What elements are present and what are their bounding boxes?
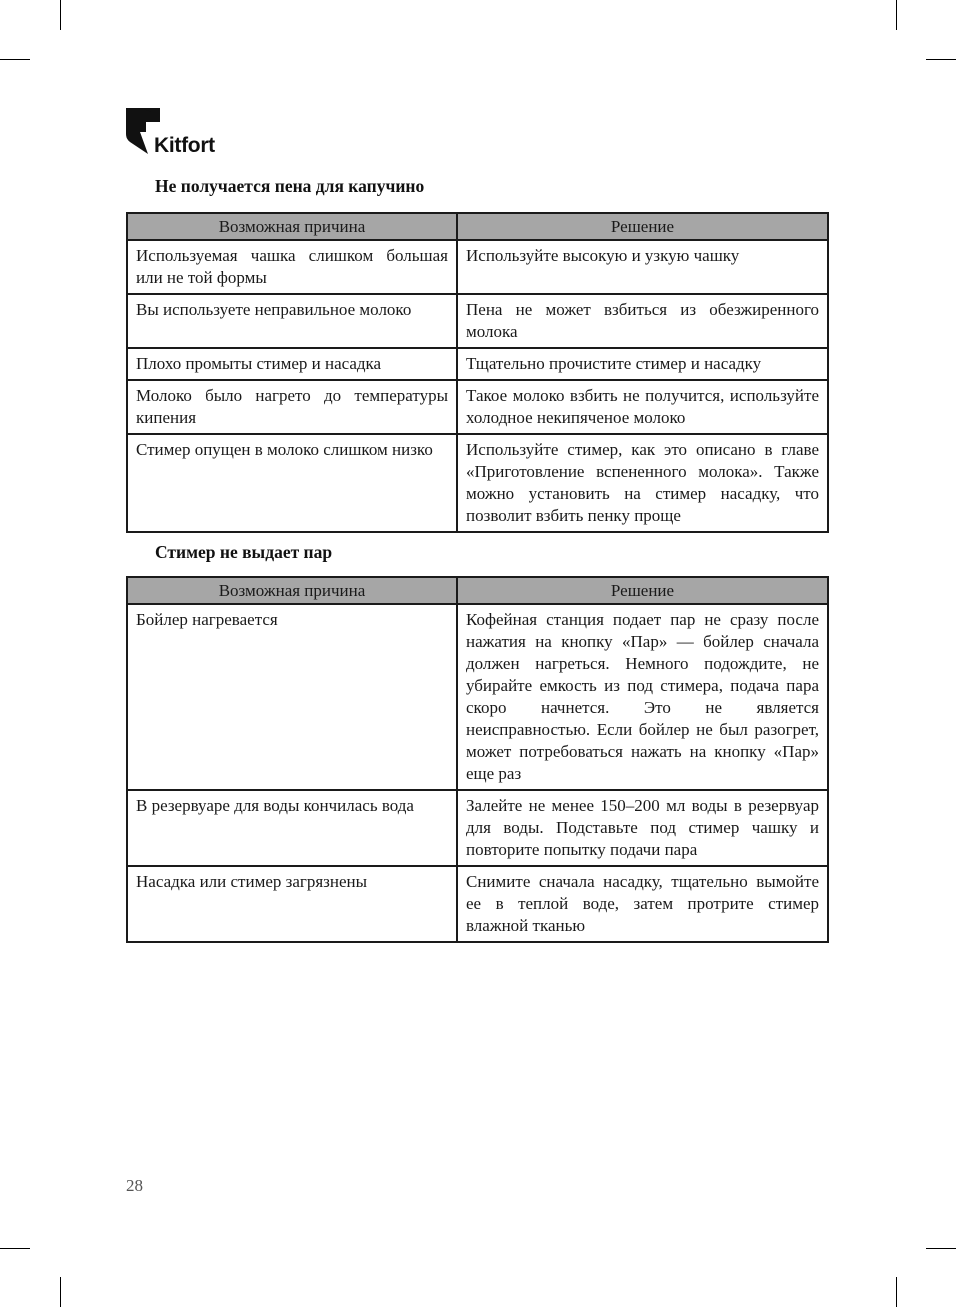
solution-cell: Используйте высокую и узкую чашку [457, 240, 828, 294]
table-row [127, 434, 828, 532]
solution-cell: Кофейная станция подает пар не сразу после нажатия на кнопку «Пар» — бойлер сначала должен нагреться. Немного подождите, не убирайте емкость из под стимера, подача пара скоро начнется. Это не является неисправностью. Если бойлер не был разогрет, может потребоваться нажать на кнопку «Пар» еще раз [457, 604, 828, 790]
cause-cell: Насадка или стимер загрязнены [127, 866, 457, 942]
table-row [127, 348, 828, 380]
solution-cell: Снимите сначала насадку, тщательно вымойте ее в теплой воде, затем протрите стимер влажной тканью [457, 866, 828, 942]
solution-cell: Тщательно прочистите стимер и насадку [457, 348, 828, 380]
cause-cell: Вы используете неправильное молоко [127, 294, 457, 348]
crop-mark-top-right-h [926, 59, 956, 60]
table-header-row [127, 213, 828, 240]
table-row [127, 604, 828, 790]
troubleshooting-table-foam [126, 212, 829, 533]
section-title-steam: Стимер не выдает пар [155, 542, 333, 562]
cause-cell: В резервуаре для воды кончилась вода [127, 790, 457, 866]
cause-cell: Используемая чашка слишком большая или не той формы [127, 240, 457, 294]
crop-mark-bottom-right-h [926, 1248, 956, 1249]
table-header-row [127, 577, 828, 604]
crop-mark-top-right [896, 0, 897, 30]
table-row [127, 294, 828, 348]
cause-cell: Молоко было нагрето до температуры кипения [127, 380, 457, 434]
table-row [127, 380, 828, 434]
solution-cell: Используйте стимер, как это описано в главе «Приготовление вспененного молока». Также можно установить на стимер насадку, что позволит взбить пенку проще [457, 434, 828, 532]
cause-cell: Стимер опущен в молоко слишком низко [127, 434, 457, 532]
header-solution: Решение [457, 577, 828, 604]
crop-mark-top-left-h [0, 59, 30, 60]
section-title-foam: Не получается пена для капучино [155, 176, 425, 196]
crop-mark-bottom-left [60, 1277, 61, 1307]
table-row [127, 240, 828, 294]
header-cause: Возможная причина [127, 577, 457, 604]
table-row [127, 790, 828, 866]
cause-cell: Бойлер нагревается [127, 604, 457, 790]
page-number: 28 [126, 1176, 143, 1195]
table-row [127, 866, 828, 942]
crop-mark-bottom-left-h [0, 1248, 30, 1249]
solution-cell: Пена не может взбиться из обезжиренного молока [457, 294, 828, 348]
header-cause: Возможная причина [127, 213, 457, 240]
crop-mark-top-left [60, 0, 61, 30]
troubleshooting-table-steam [126, 576, 829, 943]
crop-mark-bottom-right [896, 1277, 897, 1307]
solution-cell: Такое молоко взбить не получится, используйте холодное некипяченое молоко [457, 380, 828, 434]
cause-cell: Плохо промыты стимер и насадка [127, 348, 457, 380]
header-solution: Решение [457, 213, 828, 240]
brand-logo [126, 108, 236, 158]
solution-cell: Залейте не менее 150–200 мл воды в резервуар для воды. Подставьте под стимер чашку и повторите попытку подачи пара [457, 790, 828, 866]
brand-name: Kitfort [154, 134, 215, 157]
